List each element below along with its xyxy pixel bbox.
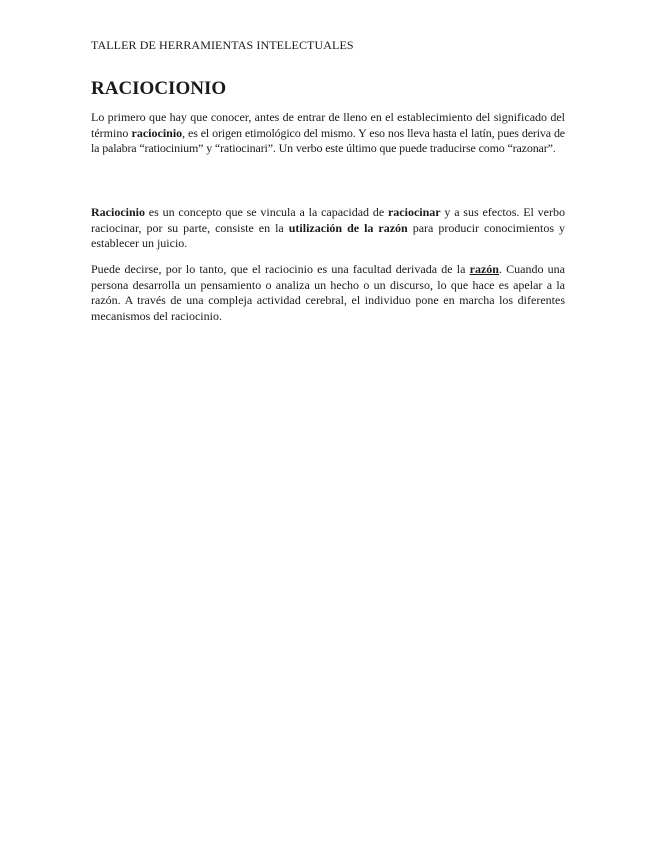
- paragraph-definition: [91, 205, 565, 252]
- paragraph-faculty: [91, 262, 565, 324]
- paragraph-text: Lo primero que hay que conocer, antes de entrar de lleno en el establecimiento del significado del término: [91, 110, 565, 140]
- paragraph-text: . Cuando una persona desarrolla un pensamiento o analiza un hecho o un discurso, lo que hace es apelar a la razón. A través de una compleja actividad cerebral, el individuo pone en marcha los diferentes mecanismos del raciocinio.: [91, 262, 566, 323]
- document-title: RACIOCIONIO: [91, 78, 227, 99]
- running-header: TALLER DE HERRAMIENTAS INTELECTUALES: [91, 38, 354, 52]
- bold-term-raciocinio-start: Raciocinio: [91, 205, 145, 219]
- bold-term-raciocinio: raciocinio: [131, 125, 183, 140]
- paragraph-text: es un concepto que se vincula a la capacidad de: [145, 205, 388, 219]
- bold-term-utilizacion-razon: utilización de la razón: [288, 220, 408, 235]
- paragraph-etymology: [91, 110, 565, 157]
- paragraph-text: y a sus efectos. El verbo raciocinar, por su parte, consiste en la: [91, 205, 565, 235]
- bold-term-raciocinar: raciocinar: [387, 205, 441, 219]
- paragraph-text: , es el origen etimológico del mismo. Y eso nos lleva hasta el latín, pues deriva de la palabra “ratiocinium” y “ratiocinari”. Un verbo este último que puede traducirse como “razonar”.: [91, 125, 565, 156]
- link-razon[interactable]: razón: [469, 262, 499, 276]
- paragraph-text: Puede decirse, por lo tanto, que el raciocinio es una facultad derivada de la: [91, 262, 470, 276]
- paragraph-text: para producir conocimientos y establecer un juicio.: [91, 220, 565, 251]
